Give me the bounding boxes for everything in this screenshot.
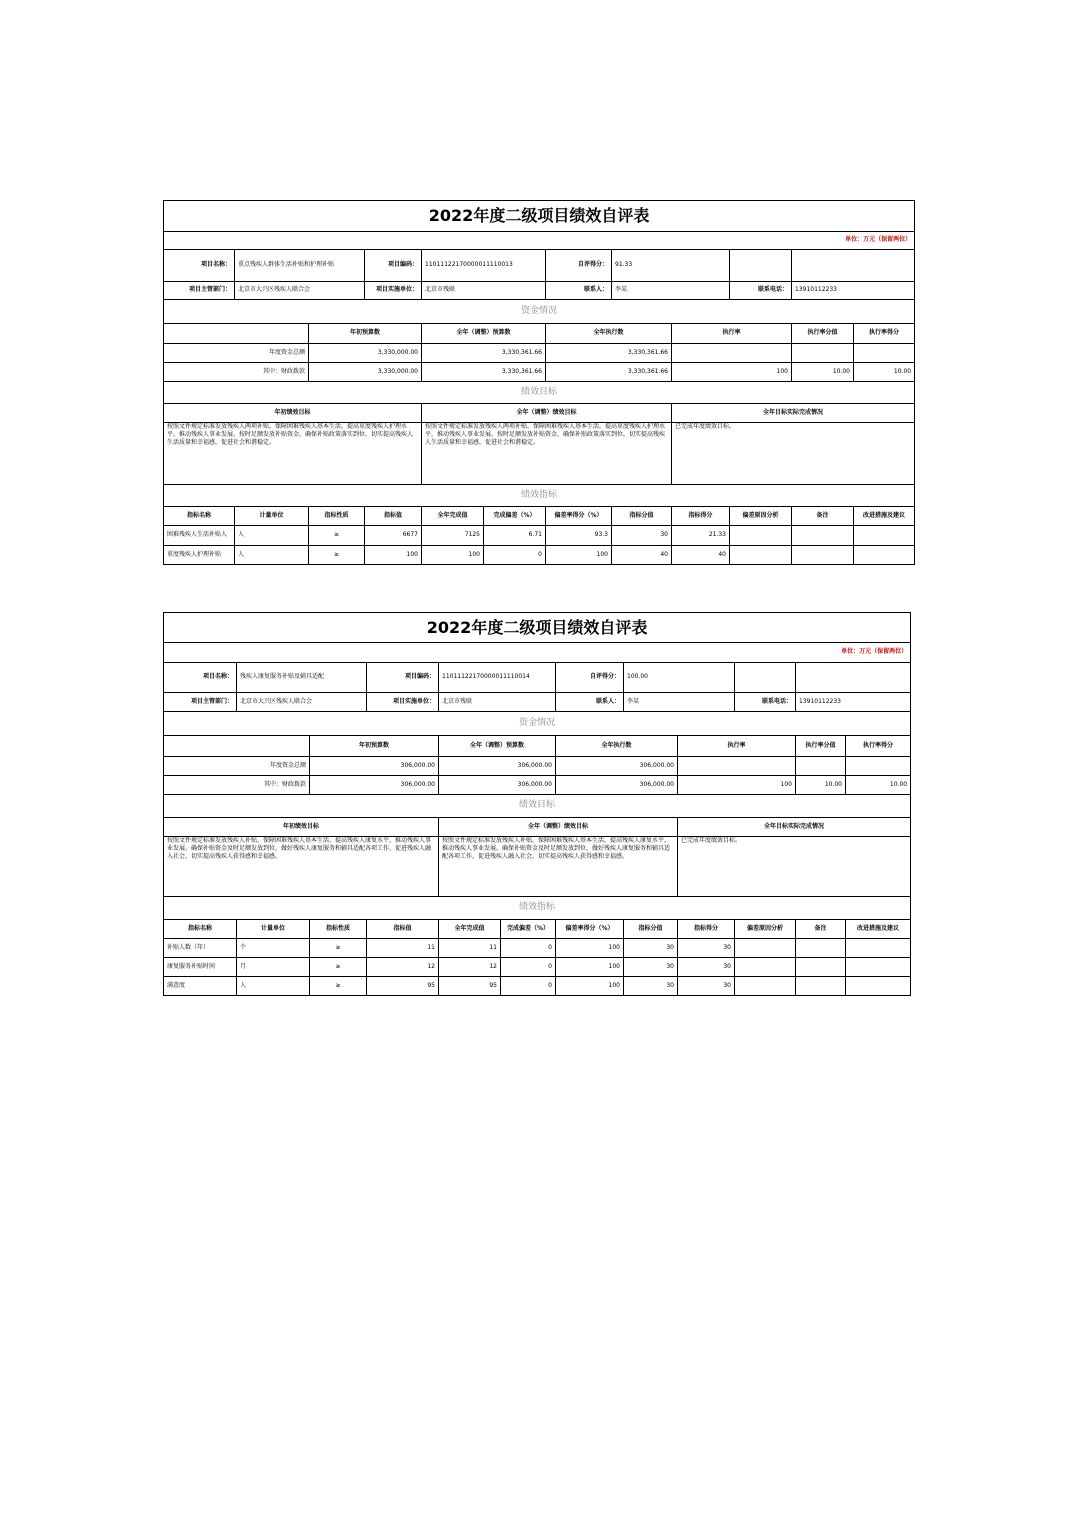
indicator-header: 指标名称: [164, 507, 235, 526]
fund-executed: 3,330,361.66: [546, 344, 672, 363]
goal-header: 全年（调整）绩效目标: [439, 818, 678, 837]
table-row: [164, 526, 915, 546]
section-indicators: 绩效指标: [164, 897, 911, 920]
indicator-dev: 0: [501, 977, 556, 996]
form-title: 2022年度二级项目绩效自评表: [164, 201, 915, 232]
indicator-weight: 30: [624, 977, 678, 996]
form-title: 2022年度二级项目绩效自评表: [164, 613, 911, 643]
unit-note: 单位：万元（保留两位）: [164, 232, 915, 250]
phone-value: 13910112233: [792, 282, 915, 300]
blank-cell: [792, 250, 915, 282]
section-goals: 绩效目标: [164, 382, 915, 404]
impl-unit-value: 北京市残联: [422, 282, 546, 300]
indicator-header: 计量单位: [237, 920, 310, 939]
fund-row-label: 年度资金总额: [164, 757, 310, 776]
indicator-value: 95: [367, 977, 439, 996]
blank-cell: [730, 250, 792, 282]
fund-row-label: 其中：财政拨款: [164, 776, 310, 795]
indicator-header: 指标性质: [310, 920, 367, 939]
blank-cell: [796, 663, 911, 693]
indicator-name: 满意度: [164, 977, 237, 996]
indicator-header: 偏差原因分析: [735, 920, 796, 939]
fund-rate: 100: [672, 363, 792, 382]
fund-header: 执行率: [678, 736, 796, 757]
indicator-header: 全年完成值: [422, 507, 484, 526]
indicator-reason: [730, 546, 792, 565]
indicator-header: 偏差率得分（%）: [556, 920, 624, 939]
goal-actual: 已完成年度绩效目标。: [672, 423, 915, 485]
dept-label: 项目主管部门：: [164, 693, 237, 712]
indicator-value: 6677: [365, 526, 422, 546]
fund-header: 执行率: [672, 324, 792, 344]
indicator-remark: [796, 977, 846, 996]
fund-header: 执行率分值: [792, 324, 854, 344]
section-funds: 资金情况: [164, 300, 915, 324]
indicator-advice: [846, 939, 911, 958]
project-name-value: 残疾人康复服务补贴及辅具适配: [237, 663, 367, 693]
indicator-header: 偏差率得分（%）: [546, 507, 612, 526]
table-row: [164, 363, 915, 382]
indicator-remark: [796, 958, 846, 977]
indicator-score: 30: [678, 977, 735, 996]
indicator-header: 计量单位: [235, 507, 309, 526]
indicator-name: 困难残疾人生活补贴人: [164, 526, 235, 546]
table-row: [164, 939, 911, 958]
indicator-value: 11: [367, 939, 439, 958]
phone-label: 联系电话：: [730, 282, 792, 300]
indicator-header: 改进措施及建议: [854, 507, 915, 526]
fund-rate-score: 10.00: [796, 776, 846, 795]
contact-value: 李某: [624, 693, 735, 712]
indicator-unit: 个: [237, 939, 310, 958]
fund-executed: 306,000.00: [556, 757, 678, 776]
indicator-header: 指标得分: [672, 507, 730, 526]
fund-budget: 3,330,000.00: [309, 363, 422, 382]
fund-adjusted: 3,330,361.66: [422, 363, 546, 382]
indicator-actual: 7125: [422, 526, 484, 546]
indicator-dev-score: 100: [546, 546, 612, 565]
goal-initial: 按照文件规定标准发放残疾人两项补贴，保障困难残疾人基本生活，提高重度残疾人护理水平，推动残疾人事业发展。按时足额发放补贴资金，确保补贴政策落实到位，切实提高残疾人生活质量和幸福感，促进社会和谐稳定。: [164, 423, 422, 485]
indicator-remark: [792, 526, 854, 546]
indicator-weight: 30: [624, 939, 678, 958]
goal-initial: 按照文件规定标准发放残疾人补贴，保障困难残疾人基本生活，提高残疾人康复水平，推动残疾人事业发展。确保补贴资金及时足额发放到位，做好残疾人康复服务和辅具适配各项工作，促进残疾人融入社会，切实提高残疾人获得感和幸福感。: [164, 837, 439, 897]
indicator-nature: ≥: [309, 546, 365, 565]
indicator-nature: ≥: [309, 526, 365, 546]
fund-header: 执行率分值: [796, 736, 846, 757]
phone-label: 联系电话：: [735, 693, 796, 712]
indicator-name: 补贴人数（年）: [164, 939, 237, 958]
indicator-unit: 人: [235, 546, 309, 565]
indicator-header: 备注: [792, 507, 854, 526]
goal-header: 全年（调整）绩效目标: [422, 404, 672, 423]
fund-budget: 3,330,000.00: [309, 344, 422, 363]
fund-header: 全年（调整）预算数: [439, 736, 556, 757]
fund-header: 年初预算数: [310, 736, 439, 757]
indicator-dev-score: 100: [556, 977, 624, 996]
fund-rate-got: [854, 344, 915, 363]
indicator-actual: 100: [422, 546, 484, 565]
fund-adjusted: 306,000.00: [439, 757, 556, 776]
indicator-actual: 12: [439, 958, 501, 977]
goal-actual: 已完成年度绩效目标。: [678, 837, 911, 897]
indicator-unit: 人: [237, 977, 310, 996]
contact-label: 联系人：: [546, 282, 612, 300]
fund-header: 执行率得分: [854, 324, 915, 344]
indicator-score: 40: [672, 546, 730, 565]
contact-value: 李某: [612, 282, 730, 300]
self-score-label: 自评得分：: [546, 250, 612, 282]
project-name-label: 项目名称：: [164, 250, 235, 282]
goal-header: 全年目标实际完成情况: [672, 404, 915, 423]
indicator-header: 指标分值: [624, 920, 678, 939]
indicator-actual: 11: [439, 939, 501, 958]
fund-rate-got: 10.00: [854, 363, 915, 382]
fund-header: 年初预算数: [309, 324, 422, 344]
blank-cell: [735, 663, 796, 693]
indicator-value: 12: [367, 958, 439, 977]
fund-rate-got: [846, 757, 911, 776]
self-evaluation-form-2: [163, 612, 911, 996]
indicator-dev-score: 100: [556, 958, 624, 977]
self-score-label: 自评得分：: [556, 663, 624, 693]
indicator-name: 重度残疾人护理补贴: [164, 546, 235, 565]
indicator-score: 21.33: [672, 526, 730, 546]
indicator-advice: [854, 546, 915, 565]
indicator-reason: [735, 939, 796, 958]
indicator-header: 改进措施及建议: [846, 920, 911, 939]
project-code-value: 11011122170000011110014: [439, 663, 556, 693]
fund-header: 执行率得分: [846, 736, 911, 757]
contact-label: 联系人：: [556, 693, 624, 712]
table-row: [164, 776, 911, 795]
fund-budget: 306,000.00: [310, 757, 439, 776]
indicator-header: 指标名称: [164, 920, 237, 939]
project-name-label: 项目名称：: [164, 663, 237, 693]
indicator-reason: [735, 977, 796, 996]
indicator-unit: 人: [235, 526, 309, 546]
impl-unit-label: 项目实施单位：: [367, 693, 439, 712]
table-row: [164, 344, 915, 363]
impl-unit-value: 北京市残联: [439, 693, 556, 712]
fund-row-label: 年度资金总额: [164, 344, 309, 363]
indicator-score: 30: [678, 958, 735, 977]
indicator-header: 指标分值: [612, 507, 672, 526]
fund-header: 全年执行数: [556, 736, 678, 757]
unit-note: 单位：万元（保留两位）: [164, 643, 911, 663]
indicator-header: 指标性质: [309, 507, 365, 526]
dept-value: 北京市大兴区残疾人联合会: [235, 282, 365, 300]
indicator-header: 完成偏差（%）: [484, 507, 546, 526]
self-score-value: 91.33: [612, 250, 730, 282]
indicator-weight: 30: [624, 958, 678, 977]
section-indicators: 绩效指标: [164, 485, 915, 507]
indicator-actual: 95: [439, 977, 501, 996]
indicator-header: 指标得分: [678, 920, 735, 939]
fund-rate: [678, 757, 796, 776]
indicator-dev: 6.71: [484, 526, 546, 546]
goal-adjusted: 按照文件规定标准发放残疾人两项补贴，保障困难残疾人基本生活，提高重度残疾人护理水平，推动残疾人事业发展。按时足额发放补贴资金，确保补贴政策落实到位，切实提高残疾人生活质量和幸福感，促进社会和谐稳定。: [422, 423, 672, 485]
dept-value: 北京市大兴区残疾人联合会: [237, 693, 367, 712]
fund-rate-score: [792, 344, 854, 363]
indicator-score: 30: [678, 939, 735, 958]
table-row: [164, 958, 911, 977]
goal-header: 全年目标实际完成情况: [678, 818, 911, 837]
fund-rate-score: 10.00: [792, 363, 854, 382]
indicator-dev: 0: [501, 939, 556, 958]
blank-cell: [164, 324, 309, 344]
indicator-reason: [735, 958, 796, 977]
indicator-remark: [796, 939, 846, 958]
indicator-advice: [846, 958, 911, 977]
fund-row-label: 其中：财政拨款: [164, 363, 309, 382]
indicator-header: 全年完成值: [439, 920, 501, 939]
indicator-value: 100: [365, 546, 422, 565]
phone-value: 13910112233: [796, 693, 911, 712]
indicator-unit: 月: [237, 958, 310, 977]
fund-rate-score: [796, 757, 846, 776]
indicator-header: 指标值: [367, 920, 439, 939]
indicator-header: 完成偏差（%）: [501, 920, 556, 939]
fund-rate-got: 10.00: [846, 776, 911, 795]
indicator-remark: [792, 546, 854, 565]
indicator-header: 指标值: [365, 507, 422, 526]
goal-header: 年初绩效目标: [164, 404, 422, 423]
self-score-value: 100.00: [624, 663, 735, 693]
project-name-value: 重点残疾人群体生活补贴和护理补贴: [235, 250, 365, 282]
fund-rate: [672, 344, 792, 363]
goal-adjusted: 按照文件规定标准发放残疾人补贴，保障困难残疾人基本生活，提高残疾人康复水平，推动残疾人事业发展。确保补贴资金及时足额发放到位，做好残疾人康复服务和辅具适配各项工作，促进残疾人融入社会，切实提高残疾人获得感和幸福感。: [439, 837, 678, 897]
self-evaluation-form-1: [163, 200, 915, 565]
blank-cell: [164, 736, 310, 757]
fund-budget: 306,000.00: [310, 776, 439, 795]
indicator-reason: [730, 526, 792, 546]
fund-adjusted: 306,000.00: [439, 776, 556, 795]
fund-header: 全年（调整）预算数: [422, 324, 546, 344]
indicator-dev-score: 100: [556, 939, 624, 958]
indicator-header: 备注: [796, 920, 846, 939]
indicator-dev-score: 93.3: [546, 526, 612, 546]
indicator-advice: [846, 977, 911, 996]
project-code-label: 项目编码：: [367, 663, 439, 693]
indicator-advice: [854, 526, 915, 546]
indicator-nature: ≥: [310, 977, 367, 996]
goal-header: 年初绩效目标: [164, 818, 439, 837]
section-goals: 绩效目标: [164, 795, 911, 818]
section-funds: 资金情况: [164, 712, 911, 736]
fund-executed: 3,330,361.66: [546, 363, 672, 382]
indicator-weight: 30: [612, 526, 672, 546]
indicator-dev: 0: [501, 958, 556, 977]
fund-rate: 100: [678, 776, 796, 795]
fund-adjusted: 3,330,361.66: [422, 344, 546, 363]
fund-header: 全年执行数: [546, 324, 672, 344]
indicator-nature: ≥: [310, 958, 367, 977]
table-row: [164, 546, 915, 565]
fund-executed: 306,000.00: [556, 776, 678, 795]
table-row: [164, 757, 911, 776]
indicator-name: 康复服务补贴时间: [164, 958, 237, 977]
dept-label: 项目主管部门：: [164, 282, 235, 300]
project-code-value: 11011122170000011110013: [422, 250, 546, 282]
table-row: [164, 977, 911, 996]
indicator-nature: ≥: [310, 939, 367, 958]
impl-unit-label: 项目实施单位：: [365, 282, 422, 300]
indicator-header: 偏差原因分析: [730, 507, 792, 526]
indicator-dev: 0: [484, 546, 546, 565]
project-code-label: 项目编码：: [365, 250, 422, 282]
indicator-weight: 40: [612, 546, 672, 565]
